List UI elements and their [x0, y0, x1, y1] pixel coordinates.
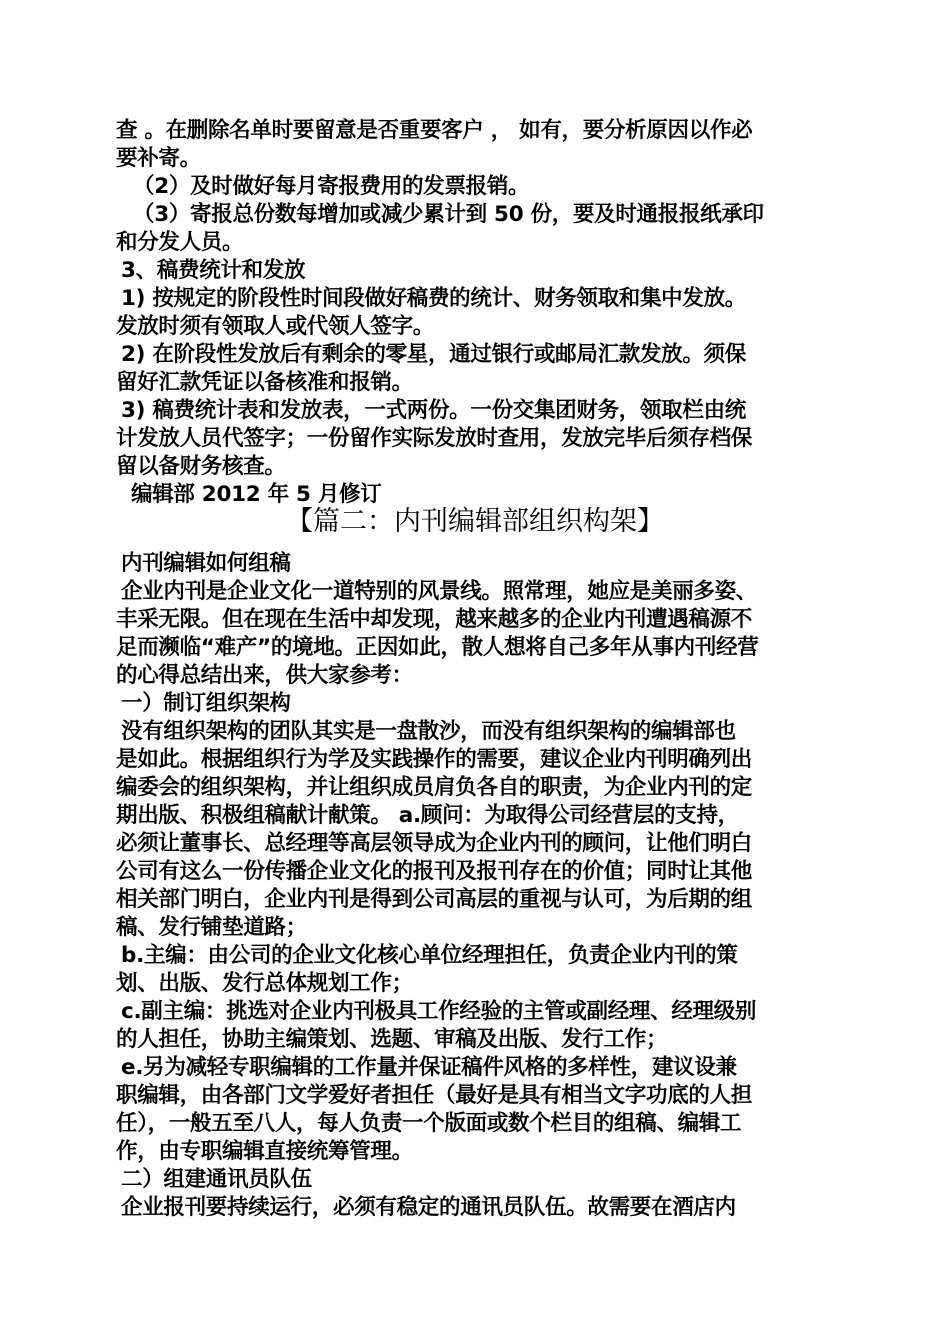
text-line: 和分发人员。 [116, 230, 244, 255]
text-line: 一）制订组织架构 [121, 691, 291, 716]
text-line: 职编辑，由各部门文学爱好者担任（最好是具有相当文字功底的人担 [116, 1083, 753, 1108]
text-line: 是如此。根据组织行为学及实践操作的需要，建议企业内刊明确列出 [116, 747, 753, 772]
text-line: 稿、发行铺垫道路； [116, 915, 307, 940]
text-line: 3、稿费统计和发放 [121, 258, 306, 283]
text-line: 必须让董事长、总经理等高层领导成为企业内刊的顾问，让他们明白 [116, 831, 753, 856]
text-line: 要补寄。 [116, 146, 201, 171]
text-line: 没有组织架构的团队其实是一盘散沙，而没有组织架构的编辑部也 [121, 719, 736, 744]
text-line: 1) 按规定的阶段性时间段做好稿费的统计、财务领取和集中发放。 [121, 286, 746, 311]
text-line: 的心得总结出来，供大家参考： [116, 663, 413, 688]
text-line: （2）及时做好每月寄报费用的发票报销。 [133, 174, 530, 199]
text-line: e.另为减轻专职编辑的工作量并保证稿件风格的多样性，建议设兼 [121, 1055, 737, 1080]
text-line: 编委会的组织架构，并让组织成员肩负各自的职责，为企业内刊的定 [116, 775, 753, 800]
text-line: 查 。在删除名单时要留意是否重要客户 ， 如有，要分析原因以作必 [116, 118, 753, 143]
text-line: 计发放人员代签字；一份留作实际发放时查用，发放完毕后须存档保 [116, 426, 753, 451]
text-line: 发放时须有领取人或代领人签字。 [116, 314, 435, 339]
text-line: （3）寄报总份数每增加或减少累计到 50 份，要及时通报报纸承印 [133, 202, 764, 227]
text-line: 编辑部 2012 年 5 月修订 [131, 482, 382, 507]
text-line: 留以备财务核查。 [116, 454, 286, 479]
text-line: 的人担任，协助主编策划、选题、审稿及出版、发行工作； [116, 1027, 668, 1052]
text-line: 划、出版、发行总体规划工作； [116, 971, 413, 996]
text-line: 留好汇款凭证以备核准和报销。 [116, 370, 413, 395]
text-line: 期出版、积极组稿献计献策。 a.顾问：为取得公司经营层的支持， [116, 803, 739, 828]
section-heading: 【篇二：内刊编辑部组织构架】 [286, 506, 664, 537]
text-line: 相关部门明白，企业内刊是得到公司高层的重视与认可，为后期的组 [116, 887, 753, 912]
text-line: 3) 稿费统计表和发放表，一式两份。一份交集团财务，领取栏由统 [121, 398, 746, 423]
text-line: c.副主编：挑选对企业内刊极具工作经验的主管或副经理、经理级别 [121, 999, 757, 1024]
text-line: 企业内刊是企业文化一道特别的风景线。照常理，她应是美丽多姿、 [121, 579, 758, 604]
text-line: 2) 在阶段性发放后有剩余的零星，通过银行或邮局汇款发放。须保 [121, 342, 746, 367]
text-line: 二）组建通讯员队伍 [121, 1167, 312, 1192]
text-line: 作，由专职编辑直接统筹管理。 [116, 1139, 413, 1164]
text-line: 内刊编辑如何组稿 [121, 551, 291, 576]
text-line: 公司有这么一份传播企业文化的报刊及报刊存在的价值；同时让其他 [116, 859, 753, 884]
text-line: b.主编：由公司的企业文化核心单位经理担任，负责企业内刊的策 [121, 943, 738, 968]
text-line: 足而濒临“难产”的境地。正因如此，散人想将自己多年从事内刊经营 [116, 635, 759, 660]
text-line: 企业报刊要持续运行，必须有稳定的通讯员队伍。故需要在酒店内 [121, 1195, 736, 1220]
text-line: 丰采无限。但在现在生活中却发现，越来越多的企业内刊遭遇稿源不 [116, 607, 753, 632]
text-line: 任），一般五至八人，每人负责一个版面或数个栏目的组稿、编辑工 [116, 1111, 742, 1136]
